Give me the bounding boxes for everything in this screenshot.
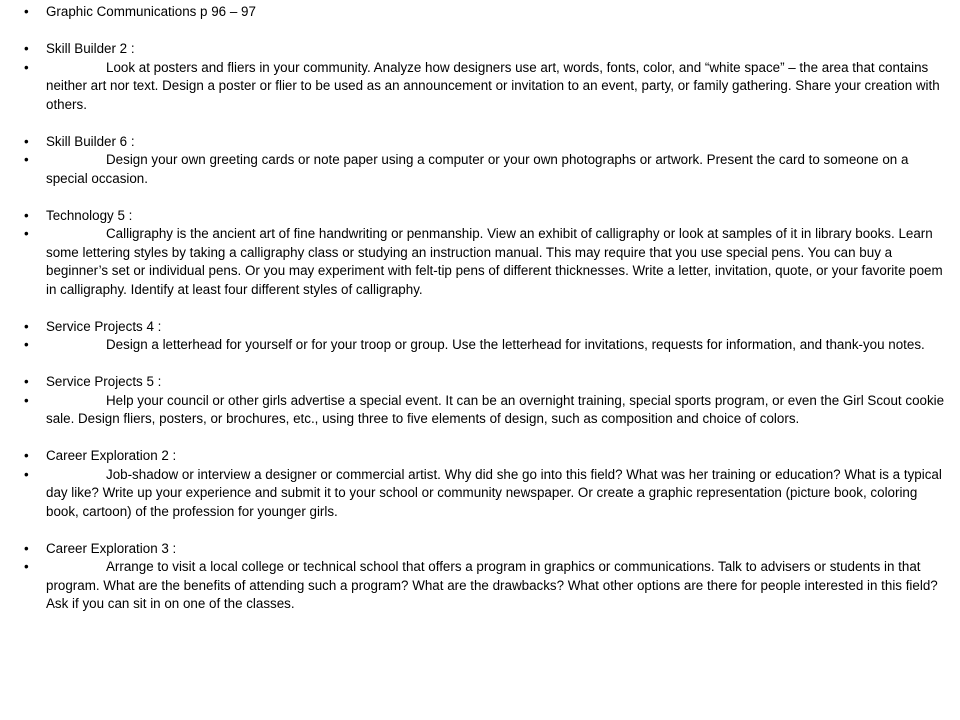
bullet-icon: • xyxy=(24,392,29,408)
bullet-icon: • xyxy=(24,540,29,556)
bullet-icon: • xyxy=(24,226,29,241)
list-item xyxy=(0,40,960,59)
bullet-icon: • xyxy=(24,59,29,75)
item-heading: Service Projects 5 : xyxy=(46,374,162,389)
list-item xyxy=(0,59,960,115)
bullet-icon: • xyxy=(24,152,29,167)
item-text: Arrange to visit a local college or technical school that offers a program in graphics or communications. Talk to advisers or students in that program. What are the benefits of attending such a program? What are the drawbacks? What other options are there for people interested in this field? Ask if you can sit in on one of the classes. xyxy=(46,559,938,611)
list-item xyxy=(0,447,960,466)
item-text: Look at posters and fliers in your community. Analyze how designers use art, words, fonts, color, and “white space” – the area that contains neither art nor text. Design a poster or flier to be used as an announcement or invitation to an event, party, or family gathering. Share your creation with others. xyxy=(46,59,940,112)
list-item xyxy=(0,466,960,522)
list-item xyxy=(0,373,960,392)
bullet-list xyxy=(0,3,960,614)
item-heading: Skill Builder 6 : xyxy=(46,133,135,149)
item-heading: Skill Builder 2 : xyxy=(46,41,135,56)
bullet-icon: • xyxy=(24,559,29,574)
bullet-icon: • xyxy=(24,4,29,19)
item-text: Calligraphy is the ancient art of fine handwriting or penmanship. View an exhibit of calligraphy or look at samples of it in library books. Learn some lettering styles by taking a calligraphy class or studying an instruction manual. This may require that you use special pens. You can buy a beginner’s set or individual pens. Or you may experiment with felt-tip pens of different thicknesses. Write a letter, invitation, quote, or your favorite poem in calligraphy. Identify at least four different styles of calligraphy. xyxy=(46,226,943,297)
item-text: Job-shadow or interview a designer or commercial artist. Why did she go into this field? What was her training or education? What is a typical day like? Write up your experience and submit it to your school or community newspaper. Or create a graphic representation (picture book, coloring book, cartoon) of the profession for younger girls. xyxy=(46,466,942,519)
list-item xyxy=(0,318,960,337)
list-item xyxy=(0,225,960,299)
item-text: Help your council or other girls advertise a special event. It can be an overnight training, special sports program, or even the Girl Scout cookie sale. Design fliers, posters, or brochures, etc., using three to five elements of design, such as composition and choice of colors. xyxy=(46,392,945,426)
item-heading: Career Exploration 2 : xyxy=(46,448,177,463)
bullet-icon: • xyxy=(24,466,29,482)
item-heading: Service Projects 4 : xyxy=(46,318,162,334)
bullet-icon: • xyxy=(24,133,29,149)
list-item xyxy=(0,133,960,152)
list-item xyxy=(0,336,960,355)
list-item xyxy=(0,3,960,22)
list-item xyxy=(0,558,960,614)
list-item xyxy=(0,151,960,188)
item-text: Graphic Communications p 96 – 97 xyxy=(46,4,256,19)
bullet-icon: • xyxy=(24,448,29,463)
list-item xyxy=(0,540,960,559)
bullet-icon: • xyxy=(24,41,29,56)
list-item xyxy=(0,392,960,429)
item-text: Design your own greeting cards or note paper using a computer or your own photographs or artwork. Present the card to someone on a special occasion. xyxy=(46,152,909,186)
bullet-icon: • xyxy=(24,374,29,389)
bullet-icon: • xyxy=(24,337,29,352)
list-item xyxy=(0,207,960,226)
item-heading: Career Exploration 3 : xyxy=(46,540,177,556)
bullet-icon: • xyxy=(24,318,29,334)
bullet-icon: • xyxy=(24,207,29,223)
item-text: Design a letterhead for yourself or for your troop or group. Use the letterhead for invitations, requests for information, and thank-you notes. xyxy=(106,337,925,352)
item-heading: Technology 5 : xyxy=(46,207,133,223)
